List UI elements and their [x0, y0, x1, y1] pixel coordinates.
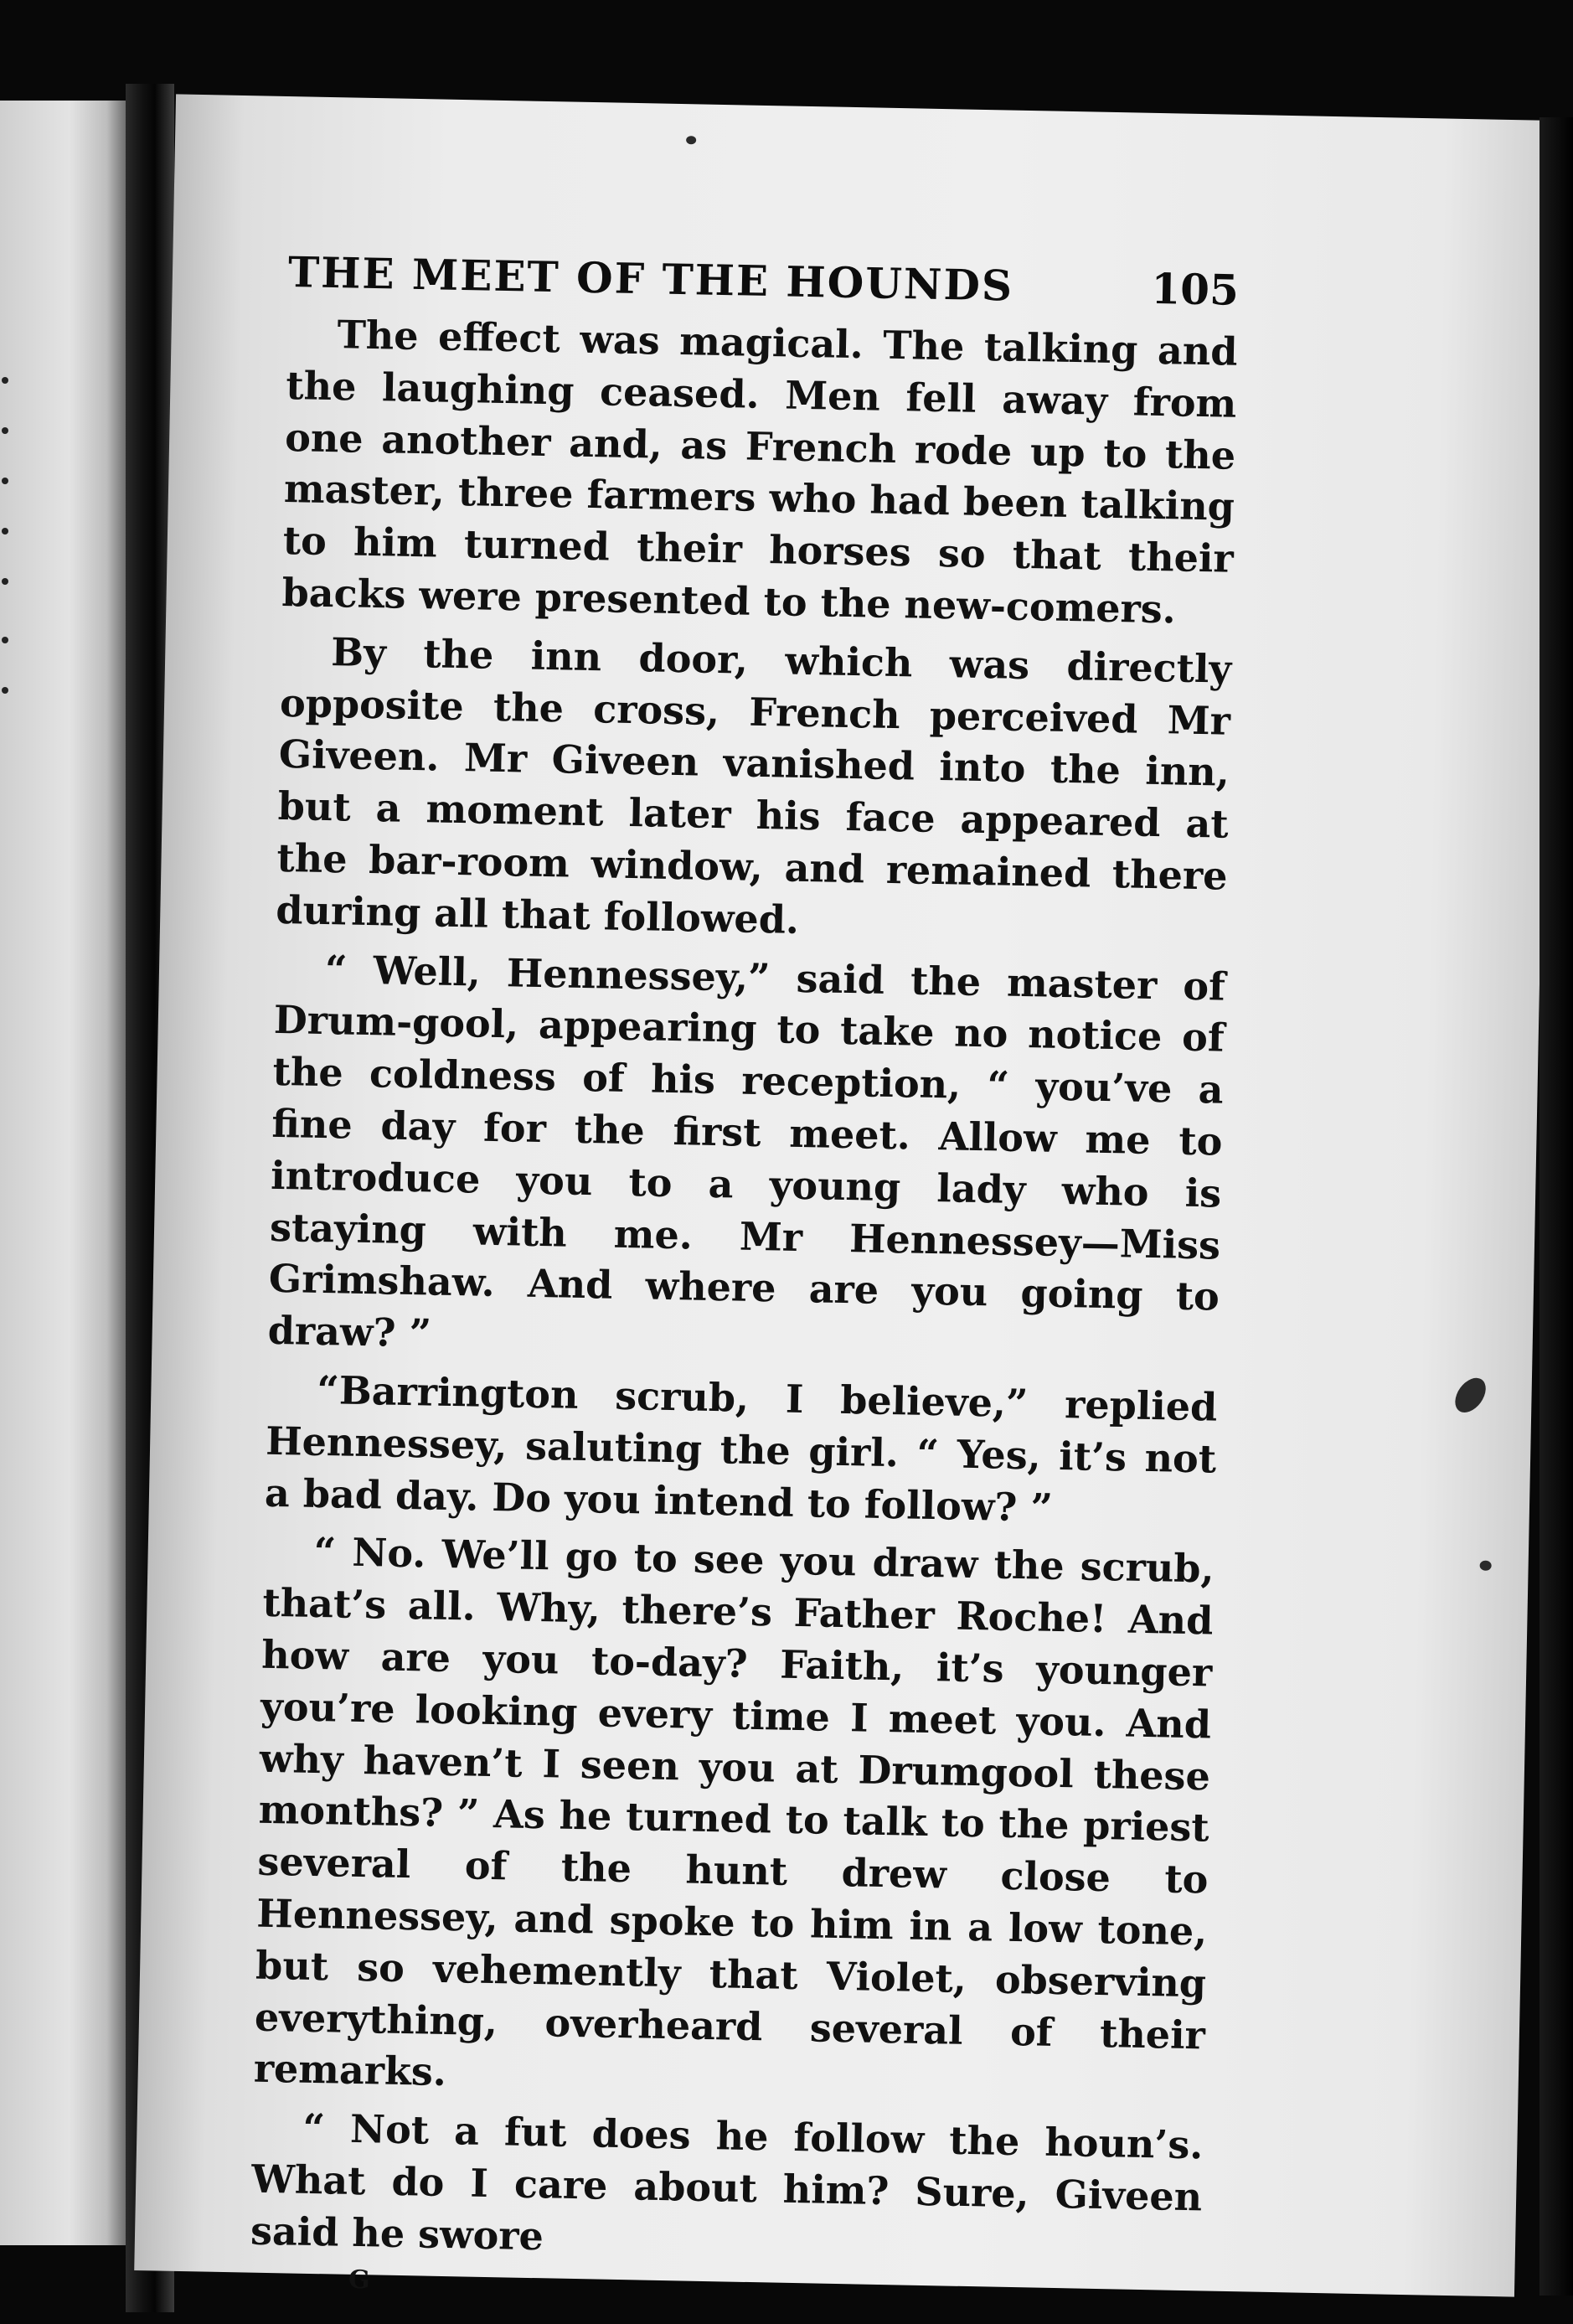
margin-mark	[2, 528, 8, 535]
paragraph: “ Well, Hennessey,” said the master of Drum-gool, appearing to take no notice of the coldness of his reception, “ you’ve a fine day for the first meet. Allow me to introduce you to a young lady who is staying with me. Mr Hennessey—Miss Grimshaw. And where are you going to draw? ”	[267, 946, 1226, 1356]
paragraph: By the inn door, which was directly opposite the cross, French perceived Mr Giveen. Mr Giveen vanished into the inn, but a moment later his face appeared at the bar-room window, and remained there during all that followed.	[275, 628, 1232, 943]
paragraph: The effect was magical. The talking and the laughing ceased. Men fell away from one another and, as French rode up to the master, three farmers who had been talking to him turned their horses so that their backs were presented to the new-comers.	[281, 312, 1238, 633]
margin-mark	[2, 687, 8, 694]
paper-speck	[686, 136, 696, 144]
running-title: THE MEET OF THE HOUNDS	[287, 247, 1014, 311]
margin-mark	[2, 427, 8, 434]
paragraph: “Barrington scrub, I believe,” replied Hennessey, saluting the girl. “ Yes, it’s not a bad day. Do you intend to follow? ”	[264, 1366, 1218, 1531]
margin-mark	[2, 578, 8, 585]
paragraph: “ Not a fut does he follow the houn’s. What do I care about him? Sure, Giveen said he swore	[250, 2105, 1204, 2259]
margin-mark	[2, 377, 8, 384]
running-head	[287, 247, 1239, 315]
margin-mark	[2, 478, 8, 484]
book-page	[134, 94, 1556, 2296]
paper-speck	[1480, 1561, 1492, 1571]
scan-border	[1539, 117, 1573, 2296]
page-text	[250, 247, 1240, 2311]
facing-page-edge	[0, 101, 126, 2245]
margin-mark	[2, 637, 8, 643]
signature-mark: G	[348, 2265, 370, 2296]
page-number: 105	[1150, 263, 1240, 315]
paper-speck	[1449, 1372, 1492, 1418]
paragraph: “ No. We’ll go to see you draw the scrub, that’s all. Why, there’s Father Roche! And how are you to-day? Faith, it’s younger you’re looking every time I meet you. And why haven’t I seen you at Drumgool these months? ” As he turned to talk to the priest several of the hunt drew close to Hennessey, and spoke to him in a low tone, but so vehemently that Violet, observing everything, overheard several of their remarks.	[253, 1529, 1215, 2095]
